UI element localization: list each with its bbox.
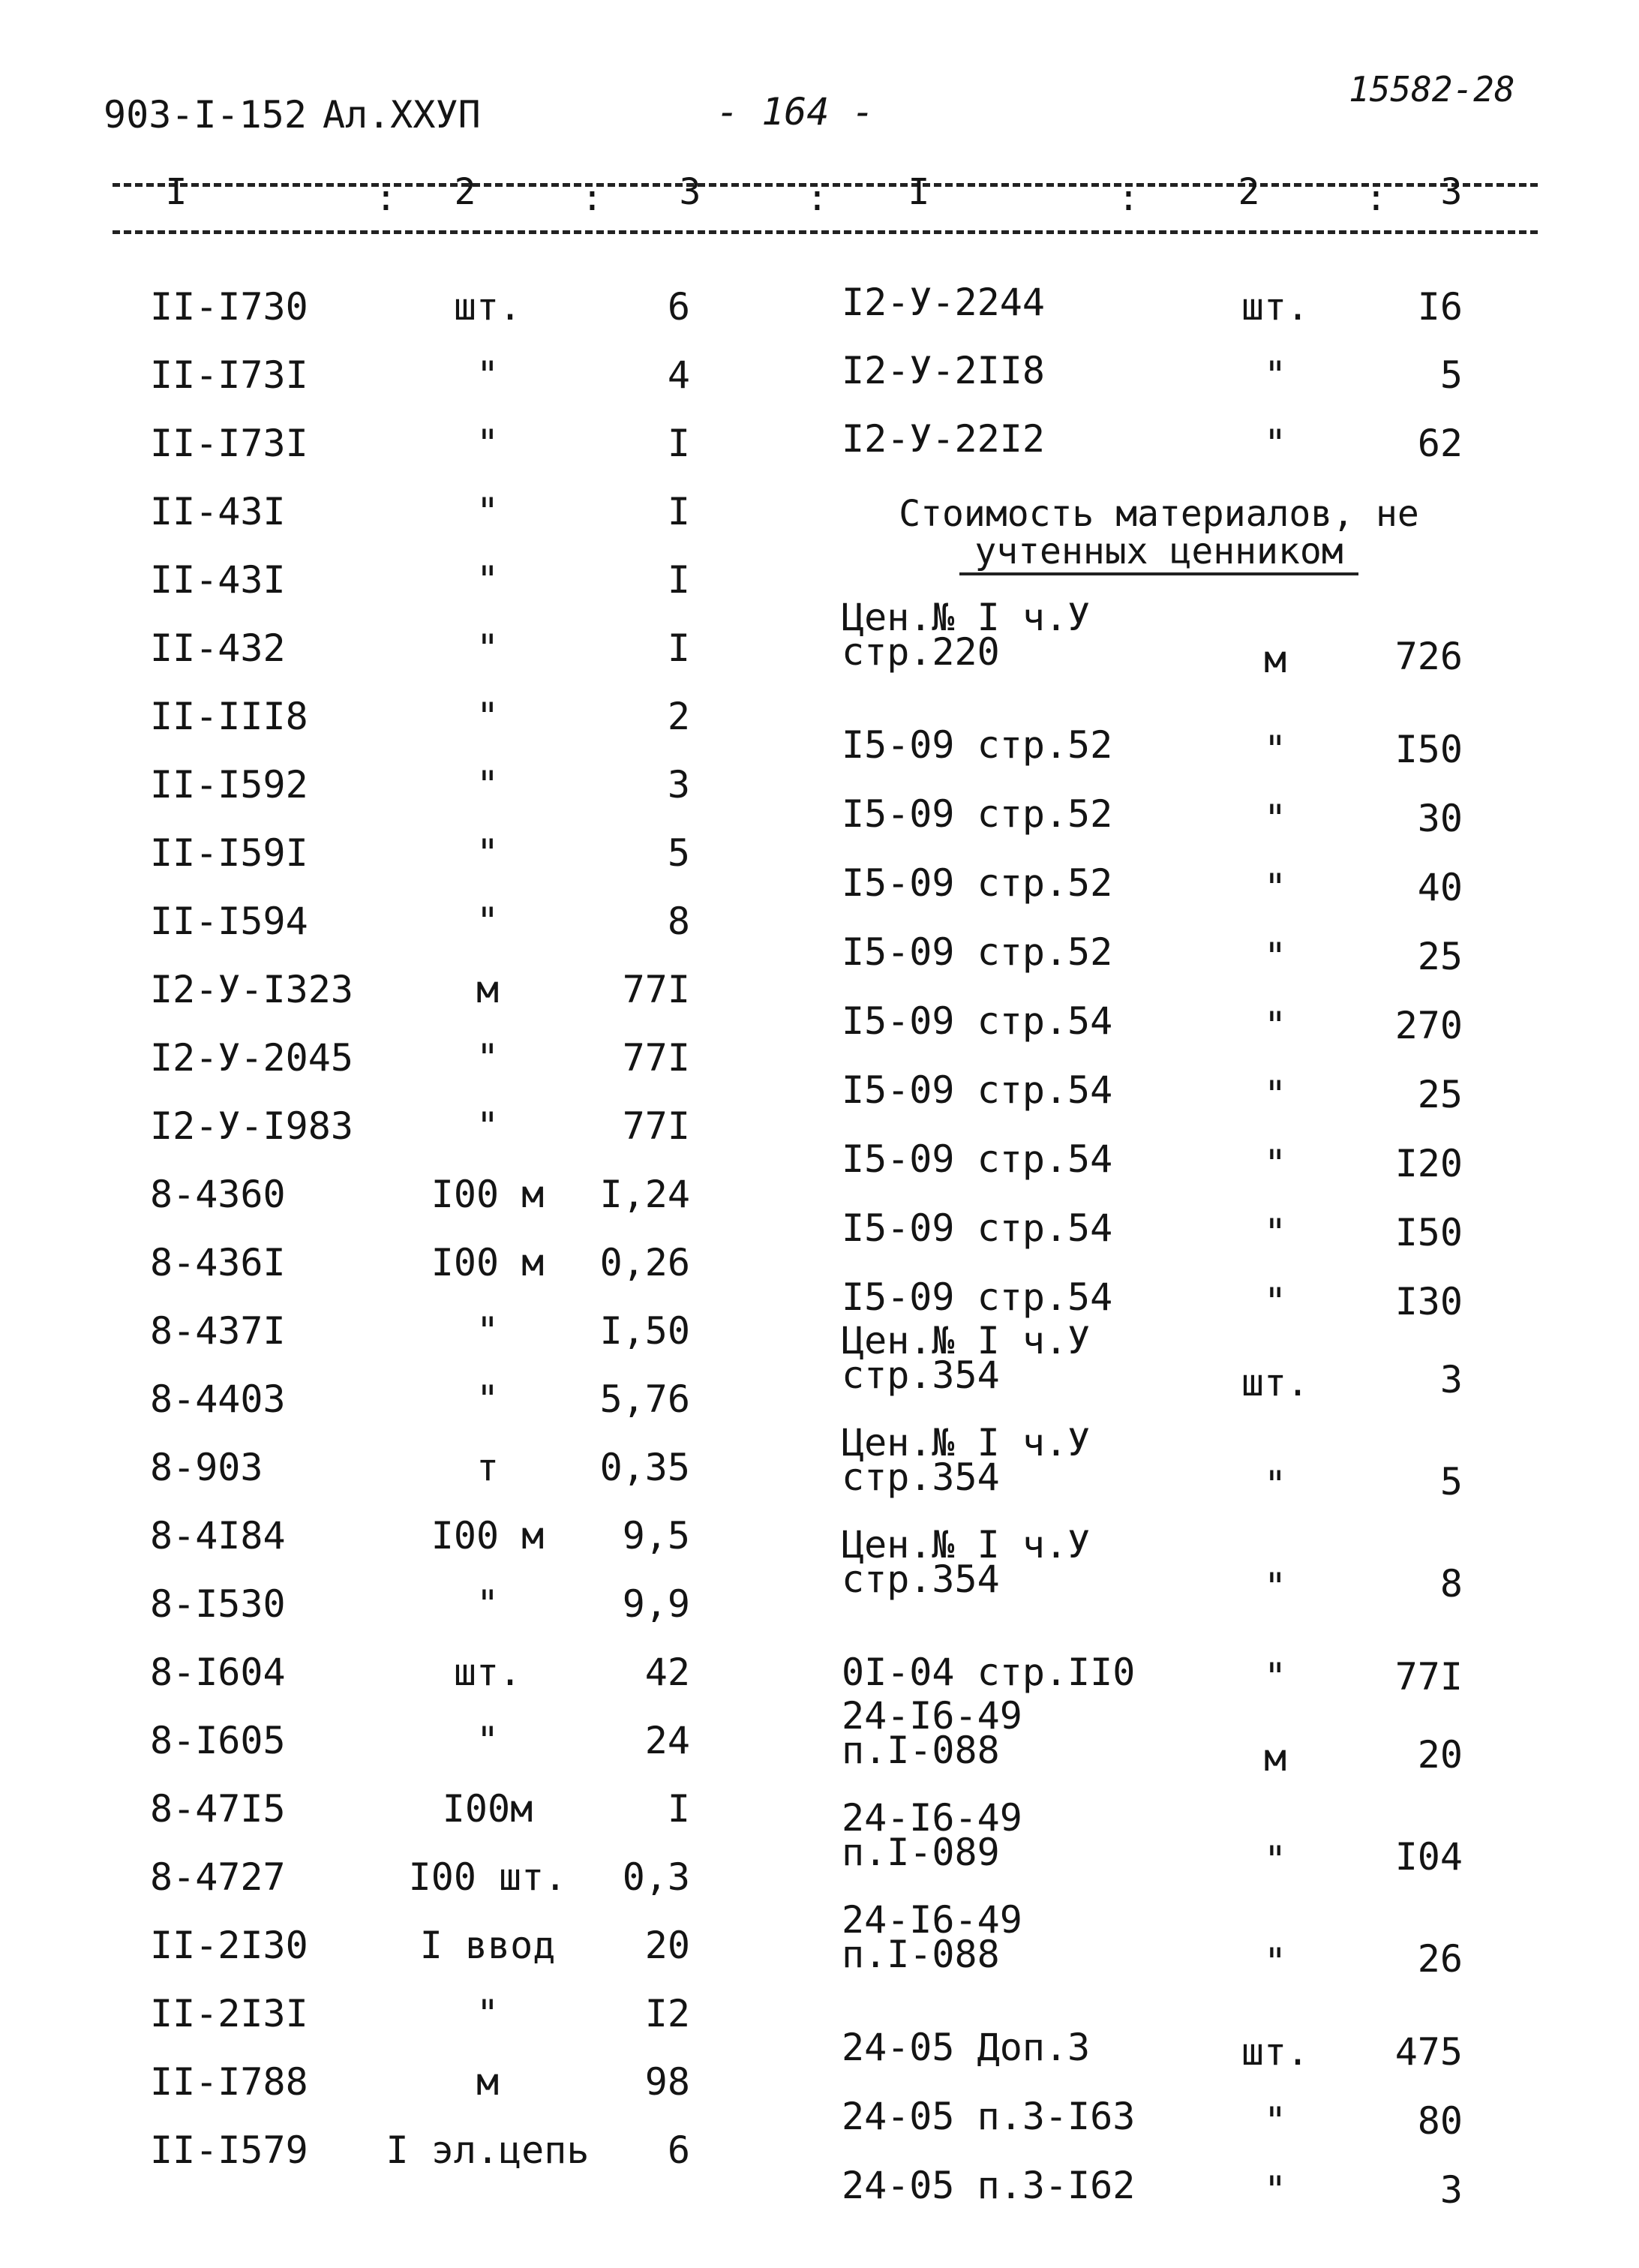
row-quantity: 2 xyxy=(667,695,690,738)
row-code-line1: II-I592 xyxy=(150,763,308,807)
row-unit: " xyxy=(1263,1565,1287,1609)
row-code xyxy=(842,2164,1136,2207)
row-code xyxy=(842,1137,1113,1181)
row-code-line1: I5-09 стр.54 xyxy=(842,1206,1113,1250)
row-code xyxy=(842,861,1113,905)
row-code-line1: Цен.№ I ч.У xyxy=(842,1319,1091,1362)
row-code xyxy=(150,695,308,738)
row-code-line1: I5-09 стр.54 xyxy=(842,1275,1113,1319)
row-quantity: I,50 xyxy=(599,1309,690,1353)
row-unit: " xyxy=(1263,1940,1287,1984)
row-code-line1: I5-09 стр.52 xyxy=(842,723,1113,767)
row-quantity: 77I xyxy=(622,1104,690,1148)
row-unit: " xyxy=(1263,1463,1287,1506)
row-code-line1: 24-05 п.3-I62 xyxy=(842,2164,1136,2207)
row-unit: " xyxy=(476,422,500,465)
row-quantity: 0,35 xyxy=(599,1446,690,1489)
left-col-2-header: 2 xyxy=(454,171,476,213)
row-unit: шт. xyxy=(1241,285,1310,329)
row-quantity: 20 xyxy=(644,1924,690,1967)
row-code xyxy=(842,2095,1136,2138)
row-quantity: 30 xyxy=(1417,797,1463,840)
row-unit: " xyxy=(476,1309,500,1353)
left-col-1-header: I xyxy=(165,171,188,213)
row-unit: " xyxy=(476,1377,500,1421)
row-code xyxy=(150,285,308,329)
row-code xyxy=(150,763,308,807)
row-unit: шт. xyxy=(1241,2030,1310,2074)
row-quantity: 40 xyxy=(1417,866,1463,909)
row-unit: I ввод xyxy=(419,1924,556,1967)
row-unit: I00м xyxy=(442,1787,533,1831)
row-code xyxy=(150,1377,286,1421)
section-title xyxy=(896,495,1421,570)
row-unit: м xyxy=(476,968,500,1011)
row-quantity: 77I xyxy=(1394,1655,1463,1699)
row-code xyxy=(150,558,286,602)
row-quantity: I04 xyxy=(1394,1835,1463,1879)
row-unit: " xyxy=(1263,1280,1287,1323)
row-unit: " xyxy=(1263,422,1287,465)
page-number: - 164 - xyxy=(716,90,875,134)
row-unit: " xyxy=(1263,353,1287,397)
row-code-line1: 24-I6-49 xyxy=(842,1898,1022,1942)
row-code xyxy=(150,422,308,465)
row-unit: шт. xyxy=(1241,1361,1310,1404)
row-quantity: I2 xyxy=(644,1992,690,2035)
row-quantity: 6 xyxy=(667,2128,690,2172)
row-code xyxy=(150,1514,286,1558)
row-unit: I эл.цепь xyxy=(386,2128,590,2172)
row-code xyxy=(842,723,1113,767)
row-code-line1: 8-437I xyxy=(150,1309,286,1353)
row-code-line2: стр.354 xyxy=(842,1353,1000,1397)
row-code-line1: I5-09 стр.52 xyxy=(842,930,1113,974)
row-quantity: 8 xyxy=(667,900,690,943)
row-code-line1: 8-4403 xyxy=(150,1377,286,1421)
row-quantity: 3 xyxy=(1439,2168,1463,2212)
row-code xyxy=(150,353,308,397)
row-unit: шт. xyxy=(453,285,522,329)
row-code xyxy=(842,1898,1022,1976)
row-code-line1: I5-09 стр.52 xyxy=(842,861,1113,905)
row-code xyxy=(842,1319,1091,1397)
row-quantity: 475 xyxy=(1394,2030,1463,2074)
row-code xyxy=(150,490,286,533)
row-code xyxy=(842,930,1113,974)
row-unit: " xyxy=(1263,935,1287,978)
row-code-line1: 8-I605 xyxy=(150,1719,286,1762)
row-code xyxy=(150,1924,308,1967)
column-separator: : xyxy=(1365,177,1387,219)
row-quantity: I xyxy=(667,1787,690,1831)
row-unit: т xyxy=(476,1446,500,1489)
row-code xyxy=(150,968,353,1011)
right-col-2-header: 2 xyxy=(1238,171,1260,213)
row-unit: " xyxy=(1263,1073,1287,1116)
row-code-line1: II-432 xyxy=(150,626,286,670)
row-code-line1: 24-I6-49 xyxy=(842,1796,1022,1840)
section-title-line1: Стоимость материалов, не xyxy=(899,493,1419,535)
row-quantity: 5 xyxy=(1439,1460,1463,1503)
row-unit: м xyxy=(1263,1736,1287,1780)
row-code-line1: Цен.№ I ч.У xyxy=(842,1523,1091,1567)
row-quantity: I20 xyxy=(1394,1142,1463,1185)
column-separator: : xyxy=(806,177,828,219)
section-title-line2: учтенных ценником xyxy=(959,530,1358,575)
row-quantity: I50 xyxy=(1394,1211,1463,1254)
row-code xyxy=(150,1446,263,1489)
row-code xyxy=(842,349,1045,392)
row-unit: " xyxy=(476,558,500,602)
row-code-line2: п.I-089 xyxy=(842,1831,1000,1874)
row-code xyxy=(842,596,1091,674)
row-unit: " xyxy=(1263,1142,1287,1185)
row-quantity: 25 xyxy=(1417,1073,1463,1116)
row-code-line1: I2-У-2244 xyxy=(842,281,1045,324)
row-unit: м xyxy=(476,2060,500,2104)
row-quantity: 3 xyxy=(667,763,690,807)
row-quantity: I xyxy=(667,422,690,465)
row-code-line1: 8-4I84 xyxy=(150,1514,286,1558)
row-code xyxy=(150,831,308,875)
row-unit: " xyxy=(1263,866,1287,909)
row-quantity: 26 xyxy=(1417,1937,1463,1981)
row-code-line2: п.I-088 xyxy=(842,1933,1000,1976)
row-unit: шт. xyxy=(453,1651,522,1694)
row-quantity: 5 xyxy=(1439,353,1463,397)
row-code-line1: I2-У-22I2 xyxy=(842,417,1045,461)
row-code xyxy=(842,417,1045,461)
row-unit: " xyxy=(476,900,500,943)
row-code-line1: I2-У-2II8 xyxy=(842,349,1045,392)
row-code-line1: 24-05 п.3-I63 xyxy=(842,2095,1136,2138)
row-code xyxy=(842,1206,1113,1250)
row-code xyxy=(150,1992,308,2035)
row-code-line1: 8-436I xyxy=(150,1241,286,1284)
row-code-line2: стр.354 xyxy=(842,1455,1000,1499)
row-code-line1: II-I73I xyxy=(150,422,308,465)
row-code-line1: I5-09 стр.54 xyxy=(842,1068,1113,1112)
row-quantity: 20 xyxy=(1417,1733,1463,1777)
row-code-line1: II-III8 xyxy=(150,695,308,738)
row-unit: " xyxy=(1263,1211,1287,1254)
row-unit: " xyxy=(1263,2168,1287,2212)
row-quantity: 25 xyxy=(1417,935,1463,978)
row-code-line1: 8-4360 xyxy=(150,1173,286,1216)
row-code xyxy=(842,1068,1113,1112)
row-quantity: I,24 xyxy=(599,1173,690,1216)
row-code-line1: 8-903 xyxy=(150,1446,263,1489)
row-unit: " xyxy=(476,353,500,397)
row-unit: " xyxy=(476,831,500,875)
row-quantity: 62 xyxy=(1417,422,1463,465)
row-code-line1: 8-47I5 xyxy=(150,1787,286,1831)
row-unit: " xyxy=(476,1582,500,1626)
row-code xyxy=(842,281,1045,324)
row-code-line1: I5-09 стр.54 xyxy=(842,1137,1113,1181)
row-quantity: 5 xyxy=(667,831,690,875)
row-quantity: 77I xyxy=(622,968,690,1011)
album-number: Ал.ХХУП xyxy=(323,93,481,137)
row-quantity: I6 xyxy=(1417,285,1463,329)
row-code-line2: п.I-088 xyxy=(842,1729,1000,1772)
row-code-line1: Цен.№ I ч.У xyxy=(842,596,1091,639)
row-unit: " xyxy=(476,490,500,533)
row-code xyxy=(842,1523,1091,1601)
row-quantity: I xyxy=(667,626,690,670)
row-unit: " xyxy=(1263,2099,1287,2143)
project-code: 903-I-152 xyxy=(104,93,307,137)
row-quantity: 5,76 xyxy=(599,1377,690,1421)
row-code xyxy=(842,792,1113,836)
row-quantity: 8 xyxy=(1439,1562,1463,1606)
header-bottom-rule xyxy=(113,230,1538,234)
row-unit: " xyxy=(476,1719,500,1762)
column-separator: : xyxy=(375,177,397,219)
row-quantity: 24 xyxy=(644,1719,690,1762)
left-col-3-header: 3 xyxy=(679,171,701,213)
column-separator: : xyxy=(581,177,603,219)
row-code-line1: 8-I530 xyxy=(150,1582,286,1626)
right-col-3-header: 3 xyxy=(1440,171,1463,213)
row-unit: " xyxy=(1263,1655,1287,1699)
row-quantity: 9,9 xyxy=(622,1582,690,1626)
row-unit: " xyxy=(476,1036,500,1080)
document-id: 15582-28 xyxy=(1349,69,1515,110)
row-code-line2: стр.220 xyxy=(842,630,1000,674)
row-unit: I00 м xyxy=(431,1514,545,1558)
row-code xyxy=(150,1036,353,1080)
row-code-line1: 24-05 Доп.3 xyxy=(842,2026,1091,2069)
row-code-line1: II-43I xyxy=(150,558,286,602)
row-unit: " xyxy=(1263,728,1287,771)
row-unit: м xyxy=(1263,638,1287,681)
row-code-line2: стр.354 xyxy=(842,1558,1000,1601)
row-code-line1: I5-09 стр.52 xyxy=(842,792,1113,836)
row-code-line1: 8-I604 xyxy=(150,1651,286,1694)
row-code xyxy=(150,2060,308,2104)
row-code xyxy=(150,1241,286,1284)
row-quantity: 42 xyxy=(644,1651,690,1694)
row-quantity: 6 xyxy=(667,285,690,329)
row-code xyxy=(842,1694,1022,1772)
row-code xyxy=(842,1421,1091,1499)
row-unit: " xyxy=(476,763,500,807)
row-code xyxy=(150,1104,353,1148)
row-quantity: 726 xyxy=(1394,635,1463,678)
row-code-line1: 24-I6-49 xyxy=(842,1694,1022,1738)
row-code xyxy=(842,1275,1113,1319)
row-code-line1: II-43I xyxy=(150,490,286,533)
row-quantity: I30 xyxy=(1394,1280,1463,1323)
row-code xyxy=(150,2128,308,2172)
row-code-line1: II-I59I xyxy=(150,831,308,875)
row-code xyxy=(842,2026,1091,2069)
row-code-line1: 8-4727 xyxy=(150,1855,286,1899)
row-code-line1: II-I73I xyxy=(150,353,308,397)
row-code-line1: II-I788 xyxy=(150,2060,308,2104)
row-code xyxy=(150,900,308,943)
row-code-line1: 0I-04 стр.II0 xyxy=(842,1651,1136,1694)
row-unit: " xyxy=(476,626,500,670)
row-unit: " xyxy=(476,1104,500,1148)
row-code-line1: Цен.№ I ч.У xyxy=(842,1421,1091,1464)
row-code xyxy=(150,626,286,670)
row-unit: " xyxy=(1263,1004,1287,1047)
row-quantity: 270 xyxy=(1394,1004,1463,1047)
row-code-line1: II-I730 xyxy=(150,285,308,329)
row-code-line1: II-2I30 xyxy=(150,1924,308,1967)
row-quantity: I xyxy=(667,558,690,602)
row-code xyxy=(842,1651,1136,1694)
row-code-line1: I2-У-I323 xyxy=(150,968,353,1011)
row-code xyxy=(150,1651,286,1694)
row-code-line1: I2-У-I983 xyxy=(150,1104,353,1148)
row-quantity: I50 xyxy=(1394,728,1463,771)
row-code xyxy=(150,1719,286,1762)
row-unit: " xyxy=(1263,1838,1287,1882)
row-code xyxy=(150,1855,286,1899)
row-code-line1: II-I579 xyxy=(150,2128,308,2172)
row-code-line1: I2-У-2045 xyxy=(150,1036,353,1080)
row-unit: " xyxy=(476,695,500,738)
row-code xyxy=(150,1173,286,1216)
row-quantity: 3 xyxy=(1439,1358,1463,1401)
row-unit: I00 м xyxy=(431,1173,545,1216)
row-code xyxy=(842,999,1113,1043)
row-code-line1: II-2I3I xyxy=(150,1992,308,2035)
row-unit: I00 шт. xyxy=(408,1855,567,1899)
row-quantity: 4 xyxy=(667,353,690,397)
row-code xyxy=(150,1582,286,1626)
row-quantity: 0,3 xyxy=(622,1855,690,1899)
row-code xyxy=(150,1787,286,1831)
row-quantity: 77I xyxy=(622,1036,690,1080)
row-code-line1: II-I594 xyxy=(150,900,308,943)
right-col-1-header: I xyxy=(908,171,930,213)
row-code xyxy=(150,1309,286,1353)
row-quantity: 80 xyxy=(1417,2099,1463,2143)
row-quantity: 98 xyxy=(644,2060,690,2104)
row-quantity: 0,26 xyxy=(599,1241,690,1284)
row-unit: I00 м xyxy=(431,1241,545,1284)
column-separator: : xyxy=(1118,177,1139,219)
row-code-line1: I5-09 стр.54 xyxy=(842,999,1113,1043)
row-unit: " xyxy=(1263,797,1287,840)
row-quantity: I xyxy=(667,490,690,533)
row-unit: " xyxy=(476,1992,500,2035)
row-quantity: 9,5 xyxy=(622,1514,690,1558)
row-code xyxy=(842,1796,1022,1874)
